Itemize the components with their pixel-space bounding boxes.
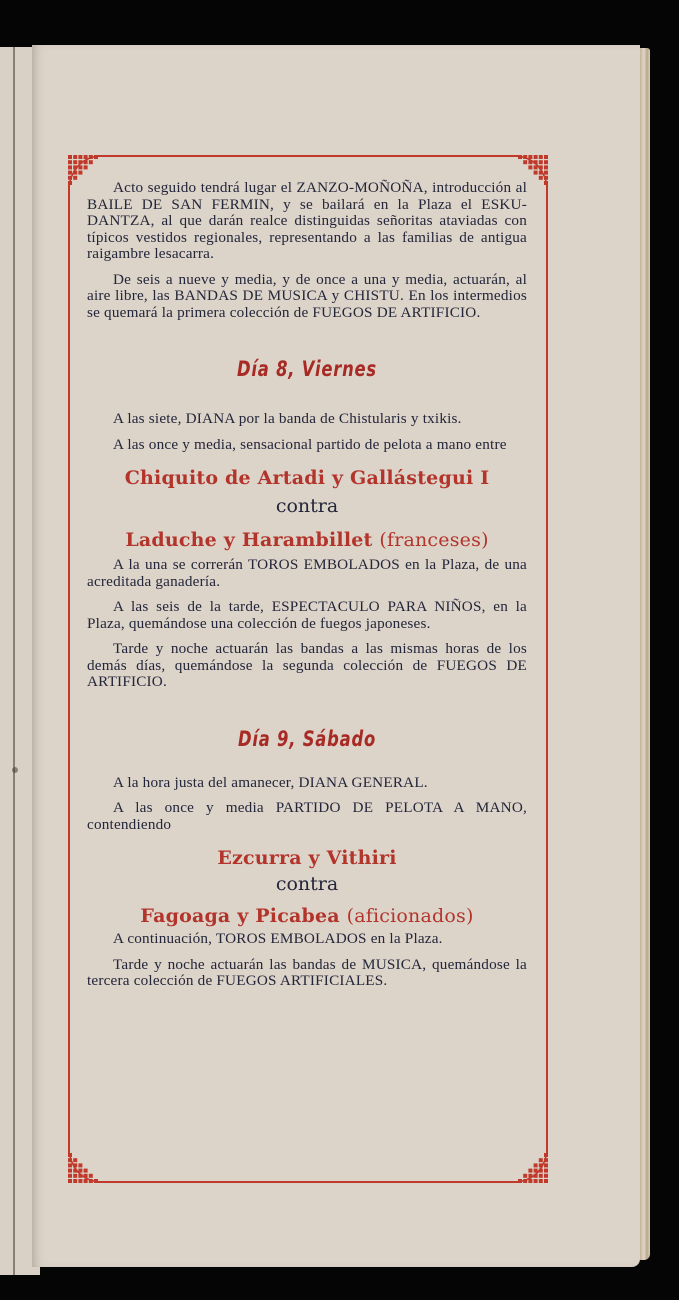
ornament-square [89,1174,93,1178]
ornament-square [539,160,543,164]
ornament-square [73,1179,77,1183]
ornament-square [534,1163,538,1167]
ornament-square [68,165,72,169]
ornament-square [68,1174,72,1178]
event-paragraph: A las once y media, sensacional partido de pelota a mano entre [113,435,507,453]
ornament-square [528,1169,532,1173]
ornament-square [539,1174,543,1178]
day-heading: Día 8, Viernes [237,357,377,381]
ornament-square [544,155,548,159]
ornament-square [78,171,82,175]
ornament-square [68,1163,72,1167]
ornament-square [84,155,88,159]
match-team-b [87,529,527,551]
ornament-square [89,160,93,164]
corner-ornament-bottom-left [68,1149,102,1183]
ornament-square [544,1163,548,1167]
match-team-b [87,905,527,927]
day-section-sabado [87,727,527,990]
ornament-square [73,1174,77,1178]
event-paragraph: A la hora justa del amanecer, DIANA GENERAL. [113,773,428,791]
ornament-square [68,1169,72,1173]
ornament-square [73,1158,77,1162]
ornament-square [539,1158,543,1162]
ornament-square [68,155,72,159]
match-versus: contra [275,495,339,517]
match-versus: contra [275,873,339,895]
ornament-square [528,165,532,169]
match-team-a: Ezcurra y Vithiri [217,847,397,869]
frame-line-bottom [96,1181,520,1183]
ornament-square [523,160,527,164]
ornament-square [539,176,543,180]
ornament-square [544,165,548,169]
event-paragraph: A continuación, TOROS EMBOLADOS en la Plaza. [113,930,443,947]
event-paragraph: A la una se correrán TOROS EMBOLADOS en la Plaza, de una acreditada ganadería. [87,556,527,590]
ornament-square [84,165,88,169]
frame-line-top [96,155,520,157]
ornament-square [539,1179,543,1183]
ornament-square [73,155,77,159]
match-team-b-note: (aficionados) [346,905,474,927]
day-heading: Día 9, Sábado [237,726,377,751]
ornament-square [84,1169,88,1173]
binding-staple-mark [12,767,18,773]
corner-ornament-bottom-right [514,1149,548,1183]
ornament-square [78,1179,82,1183]
frame-line-left [68,183,70,1155]
ornament-square [544,1179,548,1183]
day-section-viernes [87,357,527,691]
ornament-square [528,155,532,159]
page-stack-edge [640,48,650,1260]
ornament-square [544,1169,548,1173]
match-team-b-names: Fagoaga y Picabea [140,905,340,927]
ornament-square [73,160,77,164]
ornament-square [534,171,538,175]
ornament-square [544,160,548,164]
ornament-square [68,171,72,175]
match-team-a: Chiquito de Artadi y Gallástegui I [124,467,490,489]
event-paragraph: Tarde y noche actuarán las bandas de MUSICA, quemándose la tercera colección de FUEGOS ARTIFICIALES. [87,955,527,989]
frame-line-right [546,183,548,1155]
ornament-square [534,155,538,159]
ornament-square [78,155,82,159]
ornament-square [534,1179,538,1183]
program-text [87,180,527,999]
ornament-square [528,1179,532,1183]
ornament-square [544,1174,548,1178]
ornament-square [68,160,72,164]
event-paragraph: A las seis de la tarde, ESPECTACULO PARA NIÑOS, en la Plaza, quemándose una colección de fuegos japoneses. [87,598,527,632]
event-paragraph: A las once y media PARTIDO DE PELOTA A MANO, contendiendo [87,799,527,833]
ornament-square [78,1163,82,1167]
event-paragraph: Tarde y noche actuarán las bandas a las mismas horas de los demás días, quemándose la segunda colección de FUEGOS DE ARTIFICIO. [87,640,527,690]
event-paragraph: A las siete, DIANA por la banda de Chistularis y txikis. [113,410,462,427]
match-team-b-names: Laduche y Harambillet [125,529,373,551]
ornament-square [84,1179,88,1183]
intro-paragraph: De seis a nueve y media, y de once a una y media, actuarán, al aire libre, las BANDAS DE MUSICA y CHISTU. En los intermedios se quemará la primera colección de FUEGOS DE ARTIFICIO. [87,270,527,321]
match-team-b-note: (franceses) [379,529,489,551]
binding-spine [13,47,15,1275]
ornament-square [539,155,543,159]
ornament-square [523,1174,527,1178]
intro-paragraph: Acto seguido tendrá lugar el ZANZO-MOÑOÑA, introducción al BAILE DE SAN FERMIN, y se bailará en la Plaza el ESKU-DANTZA, al que darán realce distinguidas señoritas ataviadas con típicos vestidos regionales, representando a las familias de antigua raigambre lesacarra. [87,179,527,262]
ornament-square [73,176,77,180]
ornament-square [68,1179,72,1183]
ornament-square [544,171,548,175]
